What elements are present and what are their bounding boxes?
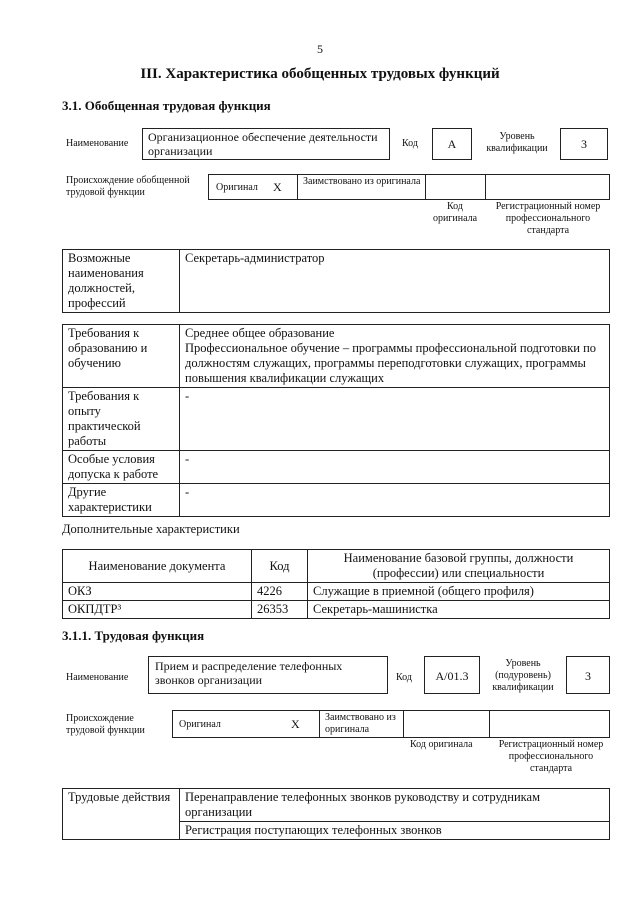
req-education-label: Требования к образованию и обучению [63, 325, 180, 388]
additional-heading: Дополнительные характеристики [62, 522, 240, 536]
requirements-table [62, 324, 610, 517]
tf-borrowed-label: Заимствовано из оригинала [325, 712, 396, 735]
gtf-level-value: 3 [560, 128, 608, 160]
gtf-level-label: Уровень квалификации [486, 131, 548, 154]
tf-reg-number-caption: Регистрационный номер профессионального стандарта [498, 739, 604, 774]
tf-code-value: А/01.3 [424, 656, 480, 694]
req-experience-label: Требования к опыту практической работы [63, 388, 180, 451]
gtf-origin-label: Происхождение обобщенной трудовой функции [66, 175, 190, 198]
tf-level-label: Уровень (подуровень) квалификации [492, 658, 554, 693]
positions-table [62, 249, 610, 313]
gtf-origin-box [208, 174, 610, 200]
table-row [63, 601, 610, 619]
tf-level-value: 3 [566, 656, 610, 694]
divider [403, 711, 404, 737]
tf-origin-box [172, 710, 610, 738]
positions-label: Возможные наименования должностей, профессий [63, 250, 180, 313]
tf-heading: 3.1.1. Трудовая функция [62, 628, 205, 643]
req-other-value: - [180, 484, 610, 517]
tf-orig-code-caption: Код оригинала [410, 739, 473, 750]
tf-original-mark: X [291, 717, 300, 731]
table-cell: Секретарь-машинистка [308, 601, 610, 619]
req-education-line: Профессиональное обучение – программы профессиональной подготовки по должностям служащих, программы переподготовки служащих, программы повышения квалификации служащих [185, 341, 597, 385]
actions-table [62, 788, 610, 840]
table-cell: 26353 [252, 601, 308, 619]
additional-header: Код [252, 550, 308, 583]
actions-label: Трудовые действия [63, 789, 180, 840]
divider [297, 175, 298, 199]
gtf-heading: 3.1. Обобщенная трудовая функция [62, 98, 271, 113]
gtf-reg-number-caption: Регистрационный номер профессионального стандарта [495, 201, 601, 236]
page-number: 5 [317, 42, 323, 56]
gtf-code-label: Код [402, 138, 418, 149]
req-conditions-label: Особые условия допуска к работе [63, 451, 180, 484]
gtf-name-value: Организационное обеспечение деятельности организации [142, 128, 390, 160]
additional-table [62, 549, 610, 619]
table-cell: 4226 [252, 583, 308, 601]
req-conditions-value: - [180, 451, 610, 484]
additional-header: Наименование документа [63, 550, 252, 583]
req-experience-value: - [180, 388, 610, 451]
req-education-line: Среднее общее образование [185, 326, 335, 340]
table-row [63, 583, 610, 601]
table-cell: Служащие в приемной (общего профиля) [308, 583, 610, 601]
table-cell: ОКЗ [63, 583, 252, 601]
additional-header: Наименование базовой группы, должности (профессии) или специальности [308, 550, 610, 583]
gtf-borrowed-label: Заимствовано из оригинала [303, 176, 421, 187]
gtf-original-mark: X [273, 180, 282, 194]
req-other-label: Другие характеристики [63, 484, 180, 517]
section-title: III. Характеристика обобщенных трудовых функций [140, 66, 500, 82]
divider [425, 175, 426, 199]
tf-name-value: Прием и распределение телефонных звонков организации [148, 656, 388, 694]
tf-name-label: Наименование [66, 672, 129, 683]
positions-value: Секретарь-администратор [180, 250, 610, 313]
action-item: Перенаправление телефонных звонков руководству и сотрудникам организации [180, 789, 610, 822]
gtf-code-value: А [432, 128, 472, 160]
gtf-orig-code-caption: Код оригинала [432, 201, 478, 224]
tf-code-label: Код [396, 672, 412, 683]
tf-origin-label: Происхождение трудовой функции [66, 713, 145, 736]
action-item: Регистрация поступающих телефонных звонков [180, 822, 610, 840]
tf-original-label: Оригинал [179, 719, 221, 730]
table-cell: ОКПДТР³ [63, 601, 252, 619]
divider [485, 175, 486, 199]
divider [489, 711, 490, 737]
gtf-name-label: Наименование [66, 138, 129, 149]
gtf-original-label: Оригинал [216, 182, 258, 193]
divider [319, 711, 320, 737]
